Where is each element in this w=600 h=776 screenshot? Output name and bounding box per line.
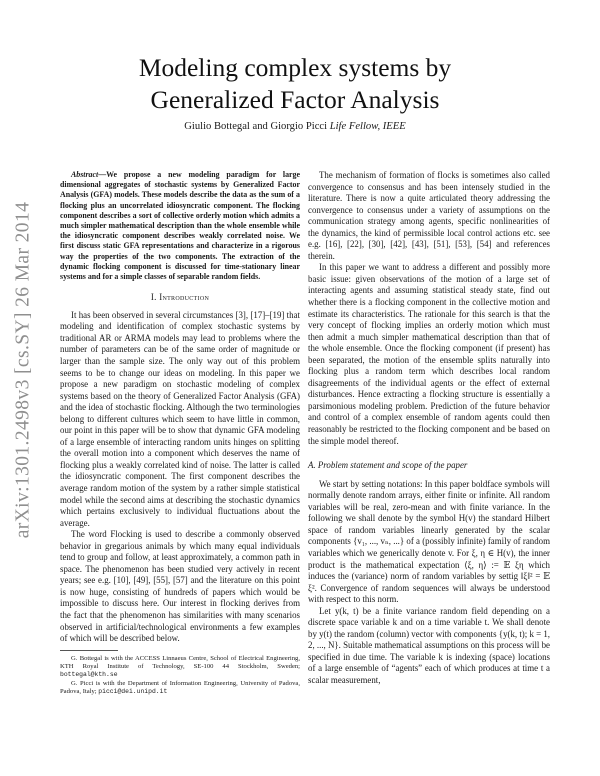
- intro-paragraph-1: It has been observed in several circumstances [3], [17]–[19] that modeling and identification of complex stochastic systems by traditional AR or ARMA models may lead to problems where the number of parameters can be of the same order of magnitude or larger than the sample size. The only way out of this problem seems to be to change our ideas on modeling. In this paper we propose a new paradigm on stochastic modeling of complex systems based on the theory of Generalized Factor Analysis (GFA) and the idea of stochastic flocking. Although the two terminologies belong to different cultures which seem to have little in common, our point in this paper will be to show that dynamic GFA modeling of a large ensemble of interacting random units hinges on splitting the overall motion into a component which deserves the name of flocking plus a weakly correlated kind of noise. The latter is called the idiosyncratic component. The first component describes the average random motion of the system by a rather simple statistical model while the second aims at describing the stochastic dynamics which pertains exclusively to individual fluctuations about the average.: [60, 309, 300, 528]
- title-line-1: Modeling complex systems by: [138, 53, 452, 82]
- intro-paragraph-2: The word Flocking is used to describe a commonly observed behavior in gregarious animals by which many equal individuals tend to group and follow, at least approximately, a common path in space. The phenomenon has been studied very actively in recent years; see e.g. [10], [49], [55], [57] and the literature on this point is now huge, consisting of hundreds of papers which would be impossible to discuss here. Our interest in flocking derives from the fact that the phenomenon has similarities with many scenarios observed in artificial/technological environments a few examples of which will be described below.: [60, 529, 300, 644]
- footnote-rule: [60, 650, 118, 651]
- motivation-paragraph: In this paper we want to address a different and possibly more basic issue: given observations of the motion of a large set of interacting agents and assuming statistical steady state, find out whether there is a flocking component in the collective motion and estimate its characteristics. The rationale for this search is that the very concept of flocking implies an orderly motion which must then admit a much simpler mathematical description than that of the whole ensemble. Once the flocking component (if present) has been separated, the motion of the ensemble splits naturally into flocking plus a random term which describes local random disagreements of the individual agents or the effect of external disturbances. Hence extracting a flocking structure is essentially a parsimonious modeling problem. Prediction of the future behavior and control of a complex ensemble of random agents could then reasonably be restricted to the flocking component and be based on the simple model thereof.: [308, 262, 550, 446]
- email-picci[interactable]: picci@dei.unipd.it: [98, 688, 168, 696]
- flocking-paragraph: The mechanism of formation of flocks is sometimes also called convergence to consensus and has been intensely studied in the literature. There is now a quite articulated theory addressing the convergence to consensus under a variety of assumptions on the communication strategy among agents, specific nonlinearities of the dynamics, the kind of permissible local control actions etc. see e.g. [16], [22], [30], [42], [43], [51], [53], [54] and references therein.: [308, 170, 550, 261]
- abstract-label: Abstract: [71, 170, 99, 179]
- left-column: [60, 170, 300, 697]
- arxiv-identifier-stamp: [10, 180, 36, 560]
- footnote-bottegal-text: G. Bottegal is with the ACCESS Linnaeus Centre, School of Electrical Engineering, KTH Royal Institute of Technology, SE-100 44 Stockholm, Sweden;: [60, 654, 300, 671]
- subsection-heading-problem-statement: A. Problem statement and scope of the paper: [308, 460, 468, 471]
- arxiv-id-text: arXiv:1301.2498v3 [cs.SY] 26 Mar 2014: [12, 201, 34, 539]
- author-fellow-note: Life Fellow, IEEE: [329, 121, 406, 132]
- random-field-paragraph: Let y(k, t) be a finite variance random field depending on a discrete space variable k and on a time variable t. We shall denote by y(t) the random (column) vector with components {y(k, t); k = 1, 2, ..., N}. Suitable mathematical assumptions on this process will be specified in due time. The variable k is indexing (space) locations of a large ensemble of “agents” each of which produces at time t a scalar measurement,: [308, 605, 550, 685]
- abstract-text: —We propose a new modeling paradigm for large dimensional aggregates of stochastic systems by Generalized Factor Analysis (GFA) models. These models describe the data as the sum of a flocking plus an uncorrelated idiosyncratic component. The flocking component describes a sort of collective orderly motion which admits a much simpler mathematical description than the whole ensemble while the idiosyncratic component describes weakly correlated noise. We first discuss static GFA representations and characterize in a rigorous way the properties of the two components. The extraction of the dynamic flocking component is discussed for time-stationary linear systems and for a simple classes of separable random fields.: [60, 170, 300, 282]
- notation-paragraph: We start by setting notations: In this paper boldface symbols will normally denote random arrays, either finite or infinite. All random variables will be real, zero-mean and with finite variance. In the following we shall denote by the symbol H(v) the standard Hilbert space of random variables linearly generated by the scalar components {v₁, ..., vₙ, ...} of a (possibly infinite) family of random variables which we generically denote v. For ξ, η ∈ H(v), the inner product is the mathematical expectation ⟨ξ, η⟩ := 𝔼 ξη which induces the (variance) norm of random variables by settig ‖ξ‖² = 𝔼 ξ². Convergence of random sequences will always be understood with respect to this norm.: [308, 478, 550, 605]
- footnote-picci: [60, 680, 300, 697]
- email-bottegal[interactable]: bottegal@kth.se: [60, 671, 118, 679]
- author-line: [60, 120, 530, 134]
- section-heading-introduction: I. Introduction: [150, 292, 210, 303]
- footnote-picci-text: G. Picci is with the Department of Information Engineering, University of Padova, Padova, Italy;: [60, 679, 300, 696]
- abstract: [60, 170, 300, 282]
- author-names: Giulio Bottegal and Giorgio Picci: [184, 121, 328, 132]
- title-line-2: Generalized Factor Analysis: [150, 85, 440, 114]
- paper-title: [60, 52, 530, 116]
- right-column: [308, 170, 550, 687]
- footnote-bottegal: [60, 655, 300, 680]
